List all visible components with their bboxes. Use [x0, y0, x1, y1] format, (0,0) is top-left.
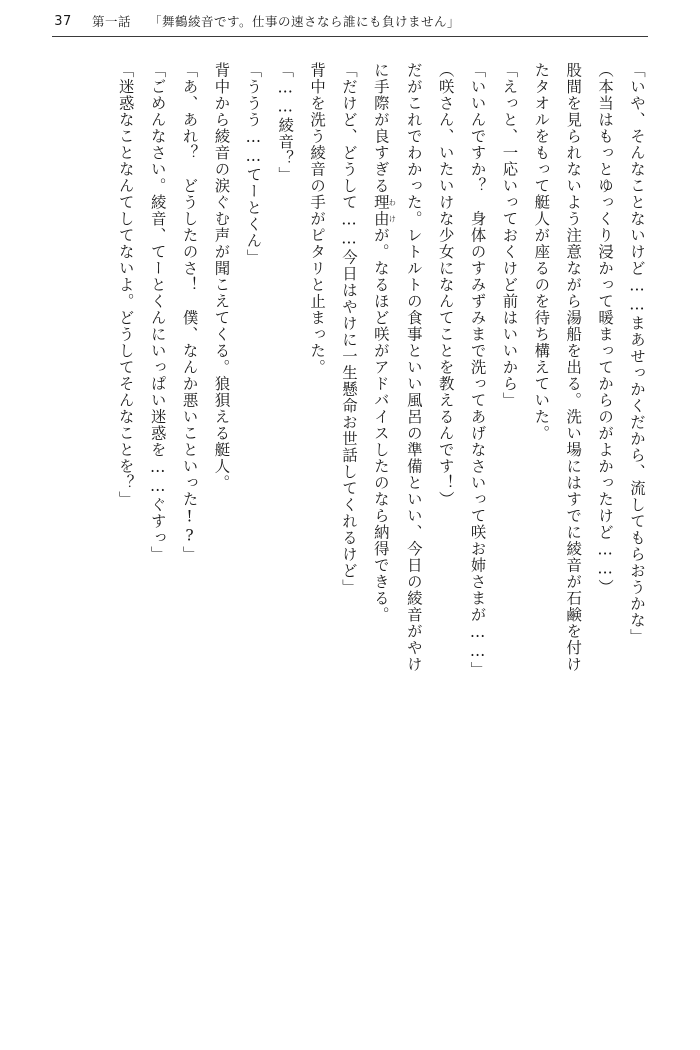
- chapter-label: 第一話: [92, 14, 132, 29]
- paragraph: 「ううう……てーとくん」: [244, 62, 263, 266]
- paragraph: たタオルをもって艇人が座るのを待ち構えていた。: [532, 62, 551, 442]
- paragraph: （本当はもっとゆっくり浸かって暖まってからのがよかったけど……）: [596, 62, 615, 596]
- paragraph-with-ruby: [364, 62, 397, 1010]
- header-divider: [52, 36, 648, 37]
- paragraph: 「あ、あれ？ どうしたのさ！ 僕、なんか悪いこといった!?」: [180, 62, 199, 563]
- paragraph: 「……綾音？」: [276, 62, 295, 183]
- paragraph: （咲さん、いたいけな少女になんてことを教えるんです！）: [436, 62, 455, 508]
- paragraph-text: に手際が良すぎる理由わけが。なるほど咲がアドバイスしたのなら納得できる。: [371, 62, 398, 623]
- ruby-annotation: 理由わけ: [371, 194, 398, 227]
- paragraph: だがこれでわかった。レトルトの食事といい風呂の準備といい、今日の綾音がやけ: [404, 62, 423, 673]
- running-head: [52, 8, 648, 34]
- running-title: 「舞鶴綾音です。仕事の速さなら誰にも負けません」: [149, 14, 461, 29]
- paragraph: 「ごめんなさい。綾音、てーとくんにいっぱい迷惑を……ぐすっ」: [148, 62, 167, 563]
- paragraph: 背中から綾音の涙ぐむ声が聞こえてくる。狼狽える艇人。: [212, 62, 231, 491]
- paragraph: 「いや、そんなことないけど……まあせっかくだから、流してもらおうかな」: [628, 62, 646, 645]
- paragraph: 「えっと、一応いっておくけど前はいいから」: [500, 62, 519, 409]
- paragraph: 「いいんですか？ 身体のすみずみまで洗ってあげなさいって咲お姉さまが……」: [468, 62, 487, 678]
- paragraph: 股間を見られないよう注意ながら湯船を出る。洗い場にはすでに綾音が石鹸を付け: [564, 62, 583, 673]
- page-number: 37: [54, 13, 72, 29]
- paragraph: 背中を洗う綾音の手がピタリと止まった。: [308, 62, 327, 376]
- body-text: [48, 62, 652, 1010]
- paragraph: 「だけど、どうして……今日はやけに一生懸命お世話してくれるけど」: [339, 62, 358, 596]
- paragraph: 「迷惑なことなんてしてないよ。どうしてそんなことを？」: [116, 62, 135, 508]
